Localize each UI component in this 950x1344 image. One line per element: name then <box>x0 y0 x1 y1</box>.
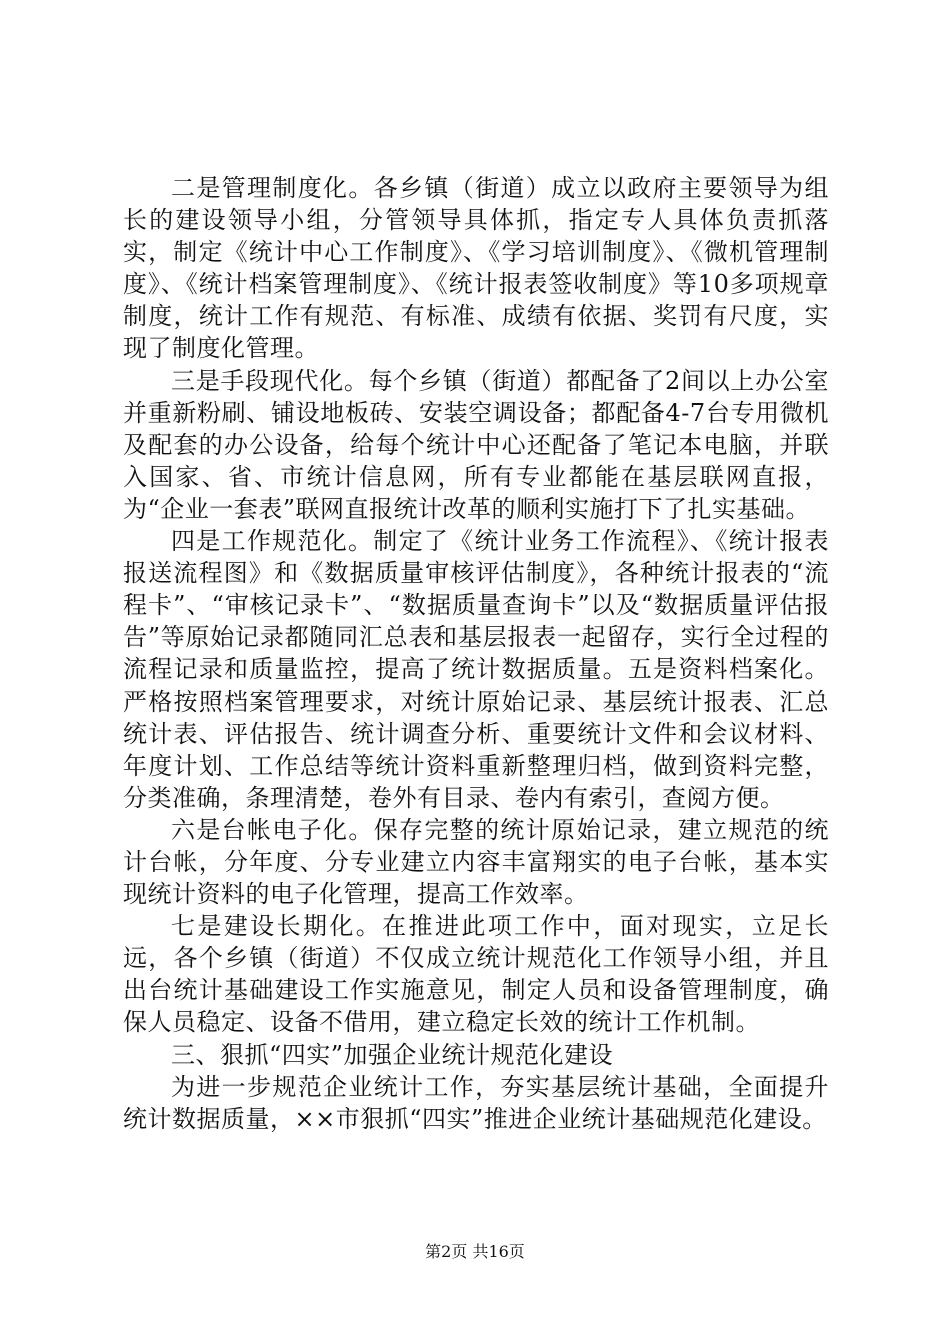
section-heading: 三、狠抓“四实”加强企业统计规范化建设 <box>171 1040 614 1069</box>
document-body <box>123 172 829 1135</box>
paragraph-work-standardization: 四是工作规范化。制定了《统计业务工作流程》、《统计报表报送流程图》和《数据质量审核评估制度》，各种统计报表的“流程卡”、“审核记录卡”、“数据质量查询卡”以及“数据质量评估报告”等原始记录都随同汇总表和基层报表一起留存，实行全过程的流程记录和质量监控，提高了统计数据质量。五是资料档案化。严格按照档案管理要求，对统计原始记录、基层统计报表、汇总统计表、评估报告、统计调查分析、重要统计文件和会议材料、年度计划、工作总结等统计资料重新整理归档，做到资料完整，分类准确，条理清楚，卷外有目录、卷内有索引，查阅方便。 <box>123 527 829 812</box>
page-number-footer: 第2页 共16页 <box>425 1242 525 1261</box>
paragraph-enterprise-statistics: 为进一步规范企业统计工作，夯实基层统计基础，全面提升统计数据质量，××市狠抓“四实”推进企业统计基础规范化建设。 <box>123 1072 829 1133</box>
paragraph-modern-means: 三是手段现代化。每个乡镇（街道）都配备了2间以上办公室并重新粉刷、铺设地板砖、安装空调设备；都配备4-7台专用微机及配套的办公设备，给每个统计中心还配备了笔记本电脑，并联入国家、省、市统计信息网，所有专业都能在基层联网直报，为“企业一套表”联网直报统计改革的顺利实施打下了扎实基础。 <box>123 366 829 523</box>
paragraph-electronic-ledger: 六是台帐电子化。保存完整的统计原始记录，建立规范的统计台帐，分年度、分专业建立内容丰富翔实的电子台帐，基本实现统计资料的电子化管理，提高工作效率。 <box>123 815 829 909</box>
paragraph-management-system: 二是管理制度化。各乡镇（街道）成立以政府主要领导为组长的建设领导小组，分管领导具体抓，指定专人具体负责抓落实，制定《统计中心工作制度》、《学习培训制度》、《微机管理制度》、《统计档案管理制度》、《统计报表签收制度》等10多项规章制度，统计工作有规范、有标准、成绩有依据、奖罚有尺度，实现了制度化管理。 <box>123 174 829 363</box>
paragraph-long-term-construction: 七是建设长期化。在推进此项工作中，面对现实，立足长远，各个乡镇（街道）不仅成立统计规范化工作领导小组，并且出台统计基础建设工作实施意见，制定人员和设备管理制度，确保人员稳定、设备不借用，建立稳定长效的统计工作机制。 <box>123 912 829 1037</box>
